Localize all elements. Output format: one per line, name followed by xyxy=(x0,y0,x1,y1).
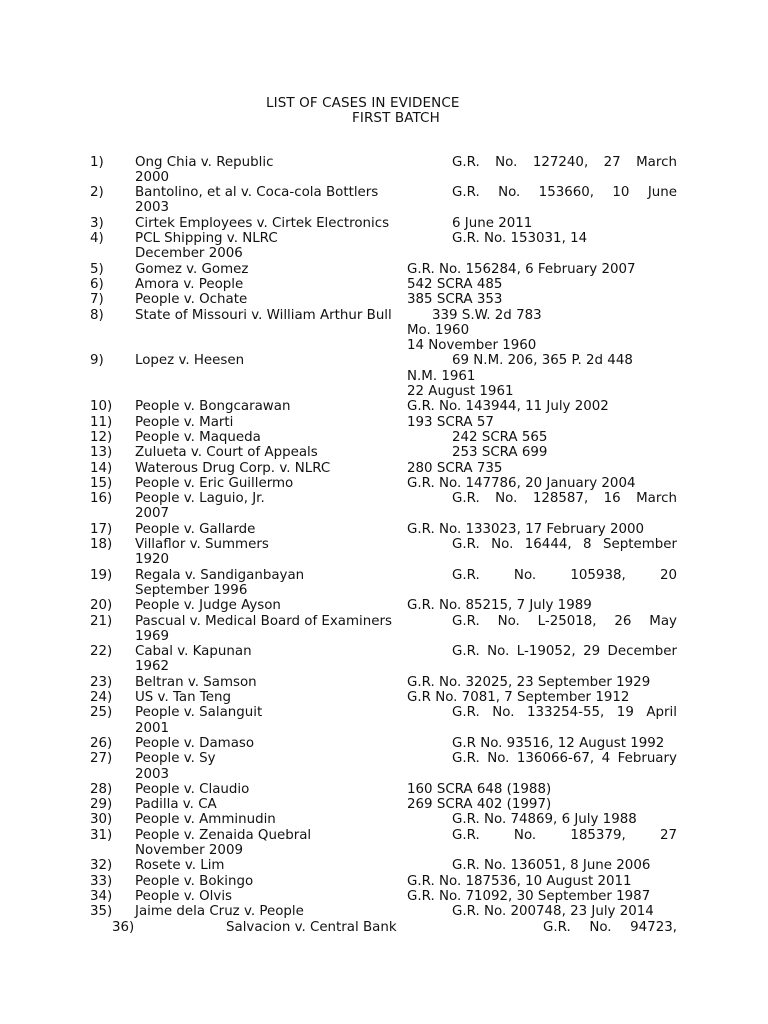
case-entry xyxy=(0,476,768,492)
citation-word: 20 xyxy=(659,567,677,583)
case-entry xyxy=(0,568,768,584)
case-name: US v. Tan Teng xyxy=(135,690,231,705)
case-citation: 385 SCRA 353 xyxy=(407,292,503,308)
citation-continued: 1969 xyxy=(135,628,170,644)
case-entry-continued xyxy=(0,384,768,400)
case-citation: 542 SCRA 485 xyxy=(407,276,503,292)
case-entry xyxy=(0,155,768,171)
citation-word: No. xyxy=(589,919,612,935)
citation-word: 16444, xyxy=(524,537,572,552)
citation-continued: 1962 xyxy=(135,659,170,675)
case-citation: G.R No. 93516, 12 August 1992 xyxy=(452,735,665,751)
case-entry xyxy=(0,644,768,660)
case-number: 4) xyxy=(90,231,104,246)
case-name: People v. Damaso xyxy=(135,735,255,751)
case-name: Ong Chia v. Republic xyxy=(135,154,274,170)
case-number: 10) xyxy=(90,399,113,415)
case-name: Beltran v. Samson xyxy=(135,674,257,690)
case-citation: G.R. No. 74869, 6 July 1988 xyxy=(452,812,637,828)
case-citation xyxy=(452,491,677,507)
citation-word: L-25018, xyxy=(537,613,597,629)
citation-word: No. xyxy=(487,751,510,767)
citation-continued: 14 November 1960 xyxy=(407,338,537,354)
citation-continued: Mo. 1960 xyxy=(407,322,470,338)
case-citation: G.R. No. 32025, 23 September 1929 xyxy=(407,674,651,690)
case-number: 26) xyxy=(90,735,113,751)
case-entry-continued xyxy=(0,323,768,339)
citation-word: June xyxy=(647,185,677,201)
citation-word: 27 xyxy=(659,827,677,843)
citation-word: No. xyxy=(487,644,510,660)
citation-word: 94723, xyxy=(630,919,677,935)
case-citation xyxy=(452,537,677,553)
citation-continued: November 2009 xyxy=(135,843,243,858)
case-citation xyxy=(452,705,677,721)
citation-word: No. xyxy=(495,154,518,170)
case-citation: G.R No. 7081, 7 September 1912 xyxy=(407,690,630,705)
case-number: 35) xyxy=(90,904,113,920)
case-name: Lopez v. Heesen xyxy=(135,353,245,369)
case-number: 27) xyxy=(90,751,113,767)
case-citation: 253 SCRA 699 xyxy=(452,445,548,461)
citation-word: L-19052, xyxy=(516,644,576,660)
citation-word: March xyxy=(636,491,677,507)
citation-continued: December 2006 xyxy=(135,246,243,262)
case-name: People v. Marti xyxy=(135,414,234,430)
case-number: 25) xyxy=(90,705,113,721)
case-entry xyxy=(0,736,768,752)
case-number: 29) xyxy=(90,797,113,813)
case-number: 21) xyxy=(90,613,113,629)
case-name: People v. Claudio xyxy=(135,781,250,797)
case-entry xyxy=(0,782,768,798)
case-entry xyxy=(0,797,768,813)
case-citation: 193 SCRA 57 xyxy=(407,414,494,430)
case-entry-continued xyxy=(0,843,768,859)
case-number: 33) xyxy=(90,873,113,889)
case-number: 24) xyxy=(90,690,113,705)
case-number: 5) xyxy=(90,261,104,277)
case-entry xyxy=(0,522,768,538)
case-entry-continued xyxy=(0,552,768,568)
case-citation: G.R. No. 133023, 17 February 2000 xyxy=(407,521,645,537)
case-number: 14) xyxy=(90,460,113,476)
citation-word: No. xyxy=(491,537,514,552)
case-citation: G.R. No. 143944, 11 July 2002 xyxy=(407,399,609,415)
case-entry xyxy=(0,675,768,691)
case-entry xyxy=(0,598,768,614)
case-entry-continued xyxy=(0,170,768,186)
case-number: 23) xyxy=(90,674,113,690)
case-entry xyxy=(0,277,768,293)
citation-word: No. xyxy=(492,705,515,721)
case-citation xyxy=(452,828,677,844)
citation-word: No. xyxy=(497,613,520,629)
case-citation: G.R. No. 136051, 8 June 2006 xyxy=(452,858,651,874)
case-number: 19) xyxy=(90,567,113,583)
case-name: People v. Sy xyxy=(135,751,216,767)
case-citation xyxy=(452,155,677,171)
case-name: People v. Judge Ayson xyxy=(135,598,281,614)
case-citation: 339 S.W. 2d 783 xyxy=(432,307,542,323)
case-entry-continued xyxy=(0,200,768,216)
case-number: 7) xyxy=(90,292,104,308)
citation-word: No. xyxy=(495,491,518,507)
case-entry xyxy=(0,262,768,278)
citation-word: G.R. xyxy=(452,537,480,552)
case-entry xyxy=(0,308,768,324)
case-name: Cirtek Employees v. Cirtek Electronics xyxy=(135,215,390,231)
case-entry xyxy=(0,537,768,553)
case-citation: 269 SCRA 402 (1997) xyxy=(407,797,552,813)
case-entry xyxy=(0,828,768,844)
case-number: 17) xyxy=(90,521,113,537)
citation-word: May xyxy=(649,613,677,629)
case-name: People v. Gallarde xyxy=(135,521,256,537)
citation-continued: 22 August 1961 xyxy=(407,384,514,399)
citation-word: 16 xyxy=(603,491,621,507)
citation-word: G.R. xyxy=(452,154,480,170)
title-line-2: FIRST BATCH xyxy=(352,110,440,126)
citation-word: 128587, xyxy=(532,491,589,507)
case-entry xyxy=(0,705,768,721)
case-name: Jaime dela Cruz v. People xyxy=(135,904,304,920)
citation-continued: 2007 xyxy=(135,506,170,522)
case-number: 8) xyxy=(90,307,104,323)
citation-continued: 2000 xyxy=(135,169,170,185)
citation-continued: September 1996 xyxy=(135,582,248,598)
case-entry-continued xyxy=(0,338,768,354)
case-number: 28) xyxy=(90,781,113,797)
citation-word: 153660, xyxy=(538,185,595,201)
citation-word: G.R. xyxy=(452,705,480,721)
case-number: 32) xyxy=(90,858,113,874)
citation-word: No. xyxy=(513,827,537,843)
case-citation: 160 SCRA 648 (1988) xyxy=(407,781,552,797)
case-citation: G.R. No. 187536, 10 August 2011 xyxy=(407,873,632,889)
case-entry xyxy=(0,216,768,232)
citation-word: March xyxy=(636,154,677,170)
case-name: Salvacion v. Central Bank xyxy=(226,919,397,935)
case-name: Bantolino, et al v. Coca-cola Bottlers xyxy=(135,185,379,201)
case-citation xyxy=(452,614,677,630)
citation-word: G.R. xyxy=(452,751,480,767)
citation-continued: 2003 xyxy=(135,766,170,782)
case-citation: G.R. No. 71092, 30 September 1987 xyxy=(407,888,651,904)
case-entry xyxy=(0,231,768,247)
case-name: People v. Zenaida Quebral xyxy=(135,827,312,843)
case-entry xyxy=(0,292,768,308)
case-entry xyxy=(0,812,768,828)
case-entry xyxy=(0,430,768,446)
citation-continued: 2001 xyxy=(135,720,170,736)
case-entry xyxy=(0,353,768,369)
case-number: 31) xyxy=(90,827,113,843)
case-entry xyxy=(0,920,768,936)
case-citation: 242 SCRA 565 xyxy=(452,429,548,445)
case-entry xyxy=(0,690,768,706)
citation-word: G.R. xyxy=(452,613,480,629)
case-name: People v. Bongcarawan xyxy=(135,399,291,415)
case-number: 30) xyxy=(90,812,113,828)
citation-word: G.R. xyxy=(452,827,480,843)
case-entry xyxy=(0,904,768,920)
case-name: Villaflor v. Summers xyxy=(135,537,269,552)
citation-word: G.R. xyxy=(452,644,480,660)
case-entry-continued xyxy=(0,721,768,737)
case-number: 16) xyxy=(90,491,113,507)
case-number: 6) xyxy=(90,276,104,292)
case-entry-continued xyxy=(0,583,768,599)
citation-word: April xyxy=(646,705,677,721)
case-number: 12) xyxy=(90,429,113,445)
citation-word: 27 xyxy=(603,154,621,170)
case-citation xyxy=(452,568,677,584)
case-entry xyxy=(0,751,768,767)
case-citation: G.R. No. 153031, 14 xyxy=(452,231,588,246)
case-number: 18) xyxy=(90,537,113,552)
citation-word: 26 xyxy=(614,613,632,629)
case-citation xyxy=(543,920,677,936)
citation-word: 105938, xyxy=(570,567,626,583)
citation-word: 8 xyxy=(583,537,592,552)
case-number: 3) xyxy=(90,215,104,231)
case-name: People v. Laguio, Jr. xyxy=(135,491,265,507)
case-name: Gomez v. Gomez xyxy=(135,261,249,277)
citation-word: February xyxy=(617,751,677,767)
case-entry xyxy=(0,445,768,461)
case-name: People v. Salanguit xyxy=(135,705,263,721)
case-entry-continued xyxy=(0,369,768,385)
case-name: Rosete v. Lim xyxy=(135,858,225,874)
case-number: 34) xyxy=(90,888,113,904)
case-name: Cabal v. Kapunan xyxy=(135,644,252,660)
title-line-1: LIST OF CASES IN EVIDENCE xyxy=(266,95,460,111)
case-entry xyxy=(0,491,768,507)
citation-word: G.R. xyxy=(452,185,480,201)
case-entry xyxy=(0,461,768,477)
citation-word: 133254-55, xyxy=(527,705,605,721)
case-citation: G.R. No. 200748, 23 July 2014 xyxy=(452,904,654,920)
case-name: Pascual v. Medical Board of Examiners xyxy=(135,613,392,629)
case-name: People v. Olvis xyxy=(135,888,233,904)
citation-word: 19 xyxy=(616,705,634,721)
case-number: 15) xyxy=(90,475,113,491)
citation-word: 127240, xyxy=(532,154,589,170)
case-citation: 6 June 2011 xyxy=(452,215,533,231)
citation-word: 10 xyxy=(612,185,630,201)
case-entry xyxy=(0,858,768,874)
case-number: 2) xyxy=(90,185,104,201)
case-name: People v. Eric Guillermo xyxy=(135,475,294,491)
case-citation: 280 SCRA 735 xyxy=(407,460,503,476)
case-name: People v. Ochate xyxy=(135,292,248,308)
case-citation xyxy=(452,644,677,660)
case-number: 20) xyxy=(90,598,113,614)
citation-word: 29 xyxy=(583,644,601,660)
case-entry-continued xyxy=(0,506,768,522)
citation-continued: 2003 xyxy=(135,200,170,216)
case-citation: G.R. No. 85215, 7 July 1989 xyxy=(407,598,592,614)
case-name: Regala v. Sandiganbayan xyxy=(135,567,305,583)
case-citation: G.R. No. 156284, 6 February 2007 xyxy=(407,261,636,277)
case-number: 22) xyxy=(90,644,113,660)
case-name: People v. Amminudin xyxy=(135,812,276,828)
case-number: 13) xyxy=(90,445,113,461)
citation-word: September xyxy=(602,537,677,552)
citation-word: 136066-67, xyxy=(516,751,595,767)
case-number: 1) xyxy=(90,154,104,170)
case-entry xyxy=(0,415,768,431)
case-citation xyxy=(452,751,677,767)
case-entry-continued xyxy=(0,629,768,645)
case-name: Amora v. People xyxy=(135,276,244,292)
case-name: People v. Bokingo xyxy=(135,873,254,889)
citation-word: G.R. xyxy=(452,491,480,507)
case-citation xyxy=(452,185,677,201)
case-entry-continued xyxy=(0,659,768,675)
case-entry xyxy=(0,874,768,890)
case-entry xyxy=(0,185,768,201)
case-name: State of Missouri v. William Arthur Bull xyxy=(135,307,392,323)
citation-word: G.R. xyxy=(452,567,480,583)
citation-word: No. xyxy=(513,567,537,583)
case-entry xyxy=(0,614,768,630)
case-entry-continued xyxy=(0,246,768,262)
citation-word: 4 xyxy=(601,751,611,767)
case-citation: G.R. No. 147786, 20 January 2004 xyxy=(407,475,636,491)
citation-word: G.R. xyxy=(543,919,571,935)
case-name: Padilla v. CA xyxy=(135,797,217,813)
case-name: Waterous Drug Corp. v. NLRC xyxy=(135,460,331,476)
case-name: People v. Maqueda xyxy=(135,429,261,445)
citation-word: December xyxy=(607,644,677,660)
citation-continued: N.M. 1961 xyxy=(407,368,476,384)
case-number: 9) xyxy=(90,353,104,369)
citation-word: No. xyxy=(498,185,521,201)
case-entry xyxy=(0,399,768,415)
case-number: 11) xyxy=(90,414,113,430)
case-entry-continued xyxy=(0,767,768,783)
case-name: Zulueta v. Court of Appeals xyxy=(135,445,318,461)
citation-continued: 1920 xyxy=(135,552,170,568)
citation-word: 185379, xyxy=(570,827,626,843)
case-entry xyxy=(0,889,768,905)
case-citation: 69 N.M. 206, 365 P. 2d 448 xyxy=(452,353,633,369)
case-number: 36) xyxy=(112,919,135,935)
case-name: PCL Shipping v. NLRC xyxy=(135,231,278,246)
